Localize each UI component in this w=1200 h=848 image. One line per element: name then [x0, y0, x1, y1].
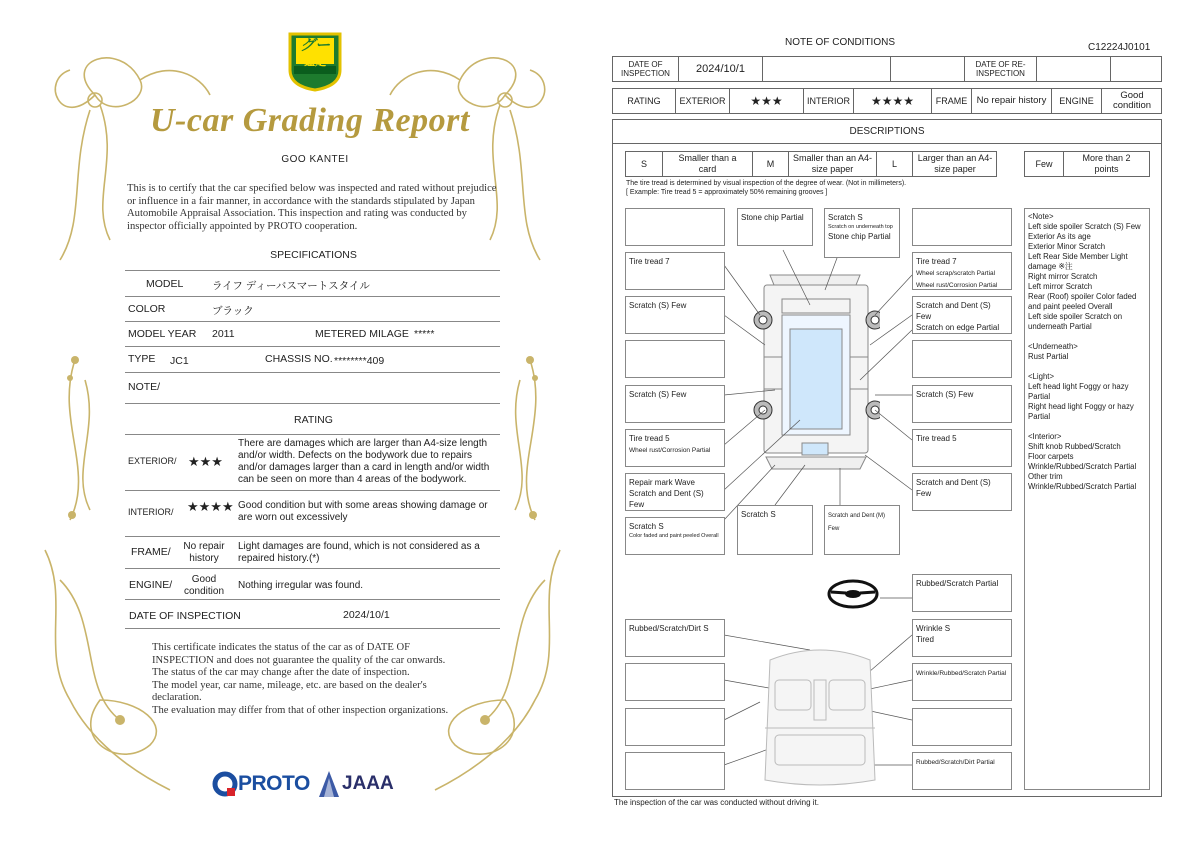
box-r-dent-few2: [912, 473, 1012, 511]
l-tire5-small: Wheel rust/Corrosion Partial: [629, 447, 711, 454]
box-r-tire7: [912, 252, 1012, 290]
steering-wheel-icon: [826, 578, 880, 610]
l-scratch-s-small: Color faded and paint peeled Overall: [629, 533, 719, 539]
l-repair-text: Repair mark Wave: [629, 478, 695, 487]
jaaa-logo-text: JAAA: [342, 773, 394, 794]
box-l-scratch-s: [625, 517, 725, 555]
sheet-footnote: The inspection of the car was conducted without driving it.: [614, 798, 819, 807]
exterior-description: There are damages which are larger than A4-size length and/or width. Defects on the bodywork due to repairs and/or damages larger than a card in length and/or width can be seen on more than 4 areas of the bodywork.: [238, 438, 490, 485]
box-i-rubbed-dirt: [912, 752, 1012, 790]
top-scratch-main: Scratch S: [828, 213, 863, 222]
box-l-scratch-few1: [625, 296, 725, 334]
interior-label: INTERIOR/: [128, 507, 174, 517]
legend-m-desc: Smaller than an A4-size paper: [788, 152, 876, 176]
box-i-wrinkle2: [912, 663, 1012, 701]
car-interior-diagram: [750, 640, 890, 790]
sheet-interior-stars: ★★★★: [853, 89, 931, 113]
sheet-engine-label: ENGINE: [1051, 89, 1101, 113]
r-dent-edge-text: Scratch on edge Partial: [916, 323, 1000, 332]
jaaa-logo-icon: [318, 770, 340, 798]
box-l-empty: [625, 340, 725, 378]
box-l-1: [625, 208, 725, 246]
box-l-tire7: [625, 252, 725, 290]
frame-description: Light damages are found, which is not considered as a repaired history.(*): [238, 541, 480, 564]
box-b-dent-m: [824, 505, 900, 555]
interior-description: Good condition but with some areas showing damage or are worn out excessively: [238, 500, 488, 523]
r-scratch-few-text: Scratch (S) Few: [916, 390, 974, 399]
engine-value: Good condition: [183, 574, 225, 597]
top-scratch-small: Scratch on underneath top: [828, 224, 893, 230]
r-tire7-text: Tire tread 7: [916, 257, 957, 266]
box-l-repair: [625, 473, 725, 511]
certificate-title: U-car Grading Report: [150, 102, 470, 139]
legend-s-desc: Smaller than a card: [662, 152, 752, 176]
chassis-value: ********409: [334, 355, 385, 367]
i-wrinkle-text: Wrinkle S: [916, 624, 951, 633]
certificate-subtitle: GOO KANTEI: [281, 154, 349, 165]
r-tire7-b: Wheel rust/Corrosion Partial: [916, 282, 998, 289]
l-tire7-text: Tire tread 7: [629, 257, 670, 266]
mileage-value: *****: [414, 328, 435, 340]
reinspection-label: DATE OF RE-INSPECTION: [964, 57, 1036, 81]
legend-l: L: [876, 152, 912, 176]
proto-logo-icon: [212, 770, 238, 798]
color-value: ブラック: [212, 305, 254, 317]
type-label: TYPE: [128, 353, 156, 365]
box-i-wrinkle: [912, 619, 1012, 657]
i-tired-text: Tired: [916, 635, 934, 644]
engine-description: Nothing irregular was found.: [238, 580, 364, 591]
type-value: JC1: [170, 355, 189, 367]
box-l-tire5: [625, 429, 725, 467]
l-scratch-few1-text: Scratch (S) Few: [629, 301, 687, 310]
note-label: NOTE/: [128, 381, 161, 393]
tire-note: The tire tread is determined by visual inspection of the degree of wear. (Not in millimeters).: [626, 180, 907, 187]
box-r-1: [912, 208, 1012, 246]
sheet-frame-value: No repair history: [971, 89, 1051, 113]
sheet-frame-label: FRAME: [931, 89, 971, 113]
r-dent-few2-text: Scratch and Dent (S) Few: [916, 478, 991, 498]
frame-value: No repair history: [183, 541, 225, 564]
specifications-heading: SPECIFICATIONS: [270, 249, 357, 261]
box-i-l-3: [625, 708, 725, 746]
sheet-engine-value: Good condition: [1101, 89, 1162, 113]
box-i-l-rubbed: [625, 619, 725, 657]
b-dent-m-text: Scratch and Dent (M) Few: [828, 513, 886, 532]
chassis-label: CHASSIS NO.: [265, 353, 333, 365]
r-tire7-a: Wheel scrap/scratch Partial: [916, 270, 996, 277]
badge-top-text: グー: [299, 37, 330, 54]
i-rubbed-dirt-text: Rubbed/Scratch/Dirt Partial: [916, 759, 995, 766]
box-i-l-4: [625, 752, 725, 790]
certificate-footer-text: This certificate indicates the status of the car as of DATE OF INSPECTION and does not guarantee the quality of the car onwards. The status of the car may change after the date of inspection. The model year, car name, mileage, etc. are based on the dealer's declaration. The evaluation may differ from that of other inspection organizations.: [152, 642, 449, 716]
interior-stars: ★★★★: [187, 499, 234, 514]
note-of-conditions-sheet: [600, 0, 1200, 848]
l-scratch-few2-text: Scratch (S) Few: [629, 390, 687, 399]
legend-l-desc: Larger than an A4-size paper: [912, 152, 997, 176]
top-scratch-sub: Stone chip Partial: [828, 232, 891, 241]
box-b-scratch-s: [737, 505, 813, 555]
inspection-date-label: DATE OF INSPECTION: [129, 610, 241, 622]
mileage-label: METERED MILAGE: [315, 328, 409, 340]
l-scratch-s-text: Scratch S: [629, 522, 664, 531]
descriptions-heading: DESCRIPTIONS: [849, 126, 925, 137]
i-wrinkle2-text: Wrinkle/Rubbed/Scratch Partial: [916, 670, 1007, 677]
proto-logo-text: PROTO: [238, 772, 310, 795]
model-year-label: MODEL YEAR: [128, 328, 197, 340]
rating-label: RATING: [627, 96, 661, 106]
box-r-tire5: [912, 429, 1012, 467]
legend-m: M: [752, 152, 788, 176]
box-i-steer: [912, 574, 1012, 612]
engine-label: ENGINE/: [129, 579, 173, 591]
model-value: ライフ ディーバスマートスタイル: [212, 280, 370, 292]
badge-bottom-text: 鑑定: [304, 56, 326, 68]
inspection-date-value: 2024/10/1: [343, 609, 390, 621]
b-scratch-s-text: Scratch S: [741, 510, 776, 519]
box-r-scratch-few: [912, 385, 1012, 423]
box-i-r-3: [912, 708, 1012, 746]
tire-example: [ Example: Tire tread 5 = approximately 50% remaining grooves ]: [626, 189, 828, 196]
box-r-dent-few: [912, 296, 1012, 334]
frame-label: FRAME/: [131, 546, 171, 558]
box-top-stone: [737, 208, 813, 246]
box-top-scratch: [824, 208, 900, 258]
sheet-exterior-label: EXTERIOR: [675, 89, 729, 113]
rating-heading: RATING: [294, 414, 333, 426]
i-l-rubbed-text: Rubbed/Scratch/Dirt S: [629, 624, 709, 633]
box-i-l-2: [625, 663, 725, 701]
sheet-interior-label: INTERIOR: [803, 89, 853, 113]
date-inspection-label: DATE OF INSPECTION: [621, 60, 670, 78]
model-label: MODEL: [146, 278, 184, 290]
legend-few-desc: More than 2 points: [1063, 152, 1149, 176]
i-steer-text: Rubbed/Scratch Partial: [916, 579, 999, 588]
notes-panel: <Note> Left side spoiler Scratch (S) Few Exterior As its age Exterior Minor Scratch Left Rear Side Member Light damage ※注 Right mirror Scratch Left mirror Scratch Rear (Roof) spoiler Color faded and paint peeled Overall Left side spoiler Scratch on underneath Partial <Underneath> Rust Partial <Light> Left head light Foggy or hazy Partial Right head light Foggy or hazy Partial <Interior> Shift knob Rubbed/Scratch Floor carpets Wrinkle/Rubbed/Scratch Partial Other trim Wrinkle/Rubbed/Scratch Partial: [1024, 208, 1150, 790]
date-inspection-value: 2024/10/1: [678, 57, 762, 81]
model-year-value: 2011: [212, 328, 235, 340]
l-repair2-text: Scratch and Dent (S) Few: [629, 489, 704, 509]
sheet-code: C12224J0101: [1088, 42, 1151, 53]
l-tire5-text: Tire tread 5: [629, 434, 670, 443]
r-dent-few-text: Scratch and Dent (S) Few: [916, 301, 991, 321]
legend-s: S: [640, 158, 647, 169]
r-tire5-text: Tire tread 5: [916, 434, 957, 443]
sheet-exterior-stars: ★★★: [729, 89, 803, 113]
sheet-title: NOTE OF CONDITIONS: [785, 37, 895, 48]
color-label: COLOR: [128, 303, 166, 315]
exterior-label: EXTERIOR/: [128, 456, 177, 466]
box-r-empty: [912, 340, 1012, 378]
exterior-stars: ★★★: [188, 454, 223, 469]
legend-few: Few: [1035, 158, 1053, 169]
top-stone-text: Stone chip Partial: [741, 213, 804, 222]
certificate-intro: This is to certify that the car specified below was inspected and rated without prejudice or influence in a fair manner, in accordance with the standards stipulated by Japan Automobile Appraisal Association. This inspection and rating was conducted by inspector officially appointed by PROTO cooperation.: [127, 183, 497, 232]
box-l-scratch-few2: [625, 385, 725, 423]
